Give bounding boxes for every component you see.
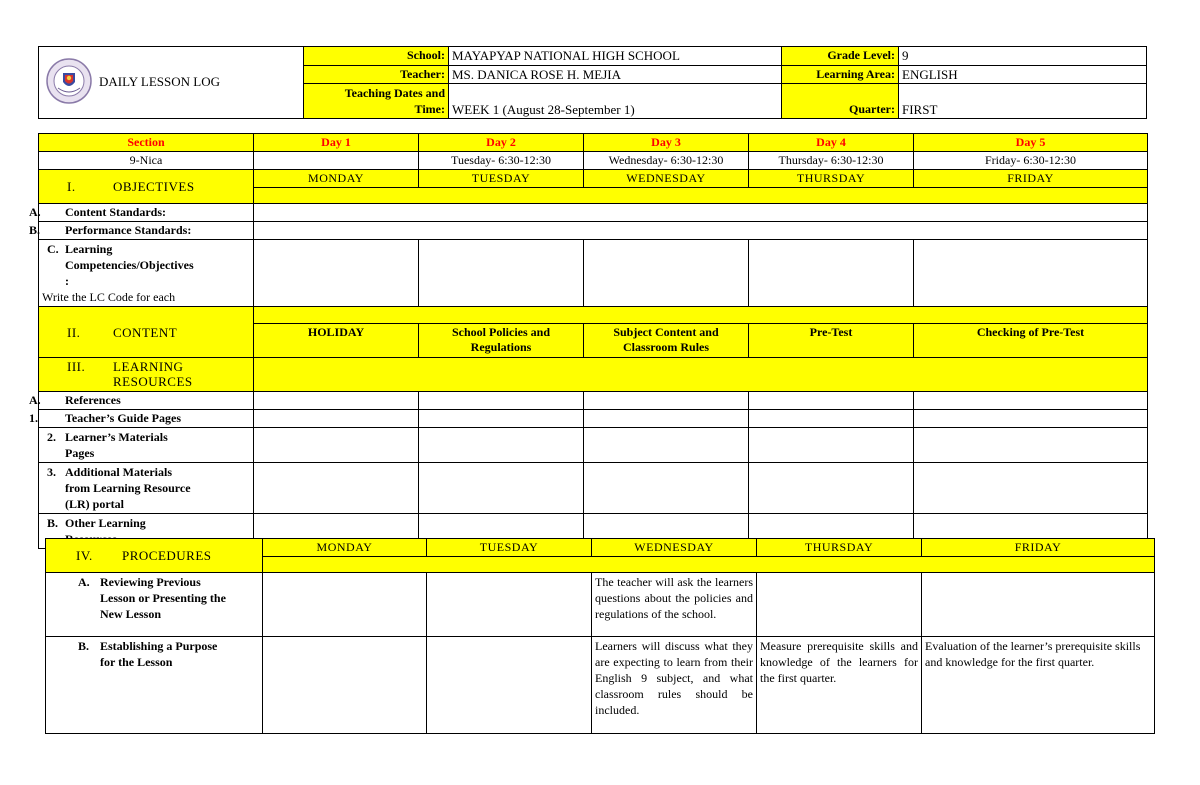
area-value: ENGLISH: [899, 66, 1147, 84]
content-title: CONTENT: [113, 324, 178, 340]
cell: [749, 240, 914, 307]
resources-heading: [39, 358, 254, 392]
day-time: [254, 152, 419, 170]
item-num: C.: [47, 242, 59, 256]
day-header: Day 5: [914, 134, 1148, 152]
procedures-table: [45, 538, 1155, 734]
area-label: Learning Area:: [782, 66, 899, 84]
item-text-3: New Lesson: [100, 607, 162, 621]
item-text: Other Learning: [65, 516, 146, 530]
resources-title-2: RESOURCES: [113, 374, 193, 389]
procedures-band: [263, 557, 1155, 573]
day-time: Tuesday- 6:30-12:30: [419, 152, 584, 170]
item-text: Content Standards:: [65, 205, 167, 219]
content-day: Subject Content and Classroom Rules: [584, 324, 749, 358]
weekday-header: WEDNESDAY: [584, 170, 749, 188]
item-text-2: from Learning Resource: [65, 481, 191, 495]
item-num: A.: [29, 205, 41, 219]
school-label: School:: [304, 47, 449, 66]
weekday-header: FRIDAY: [914, 170, 1148, 188]
section-header: Section: [39, 134, 254, 152]
cell: [419, 428, 584, 463]
cell: [584, 410, 749, 428]
dates-label: [304, 84, 449, 119]
section-value: 9-Nica: [39, 152, 254, 170]
cell: [749, 463, 914, 514]
competencies-label: [39, 240, 254, 307]
cell: [749, 410, 914, 428]
quarter-label: Quarter:: [782, 84, 899, 119]
item-text-3: :: [65, 274, 69, 288]
grade-value: 9: [899, 47, 1147, 66]
learners-materials-label: [39, 428, 254, 463]
item-text-2: Lesson or Presenting the: [100, 591, 226, 605]
teacher-label: Teacher:: [304, 66, 449, 84]
cell: [419, 463, 584, 514]
objectives-num: I.: [67, 179, 76, 194]
cell: [263, 637, 427, 734]
cell: [749, 428, 914, 463]
content-standards-value: [254, 204, 1148, 222]
quarter-value: FIRST: [899, 84, 1147, 119]
item-text-2: Pages: [65, 446, 95, 460]
item-text: Performance Standards:: [65, 223, 192, 237]
item-num: B.: [78, 639, 90, 653]
purpose-label: [46, 637, 263, 734]
item-text: Reviewing Previous: [100, 575, 201, 589]
cell: [584, 463, 749, 514]
weekday-header: TUESDAY: [427, 539, 592, 557]
reviewing-label: [46, 573, 263, 637]
cell: [757, 573, 922, 637]
deped-seal-icon: [46, 58, 92, 108]
item-text-3: (LR) portal: [65, 497, 124, 511]
school-value: MAYAPYAP NATIONAL HIGH SCHOOL: [449, 47, 782, 66]
resources-title-1: LEARNING: [113, 359, 184, 374]
cell: [427, 637, 592, 734]
cell: [914, 410, 1148, 428]
objectives-heading: [39, 170, 254, 204]
item-num: A.: [78, 575, 90, 589]
day-header: Day 2: [419, 134, 584, 152]
procedures-num: IV.: [76, 548, 93, 563]
cell: [584, 428, 749, 463]
header-title-cell: [39, 47, 304, 119]
teachers-guide-label: [29, 410, 254, 428]
item-text: Teacher’s Guide Pages: [65, 411, 181, 425]
item-num: 2.: [47, 430, 56, 444]
cell: [749, 392, 914, 410]
item-text: Additional Materials: [65, 465, 172, 479]
objectives-title: OBJECTIVES: [113, 179, 195, 194]
weekday-header: FRIDAY: [922, 539, 1155, 557]
item-num: A.: [29, 393, 41, 407]
content-day: Checking of Pre-Test: [914, 324, 1148, 358]
day-header: Day 1: [254, 134, 419, 152]
cell: [427, 573, 592, 637]
item-text: Learner’s Materials: [65, 430, 168, 444]
cell: [914, 428, 1148, 463]
weekday-header: WEDNESDAY: [592, 539, 757, 557]
additional-materials-label: [39, 463, 254, 514]
item-num: B.: [47, 516, 59, 530]
reviewing-wednesday: The teacher will ask the learners questions about the policies and regulations of the school.: [592, 573, 757, 637]
references-label: [29, 392, 254, 410]
dates-value: WEEK 1 (August 28-September 1): [449, 84, 782, 119]
weekday-header: THURSDAY: [757, 539, 922, 557]
dates-label-line1: Teaching Dates and: [344, 86, 445, 100]
item-num: 3.: [47, 465, 56, 479]
cell: [914, 463, 1148, 514]
objectives-band: [254, 188, 1148, 204]
item-text: Establishing a Purpose: [100, 639, 218, 653]
content-num: II.: [67, 324, 81, 340]
content-day: HOLIDAY: [254, 324, 419, 358]
teacher-value: MS. DANICA ROSE H. MEJIA: [449, 66, 782, 84]
item-num: 1.: [29, 411, 38, 425]
procedures-title: PROCEDURES: [122, 548, 212, 563]
weekday-header: THURSDAY: [749, 170, 914, 188]
performance-standards-label: [29, 222, 254, 240]
day-header: Day 4: [749, 134, 914, 152]
cell: [922, 573, 1155, 637]
cell: [263, 573, 427, 637]
weekday-header: TUESDAY: [419, 170, 584, 188]
cell: [254, 392, 419, 410]
day-time: Thursday- 6:30-12:30: [749, 152, 914, 170]
item-text-2: Competencies/Objectives: [65, 258, 194, 272]
purpose-thursday: Measure prerequisite skills and knowledge of the learners for the first quarter.: [757, 637, 922, 734]
day-time: Friday- 6:30-12:30: [914, 152, 1148, 170]
cell: [254, 463, 419, 514]
weekday-header: MONDAY: [263, 539, 427, 557]
item-text: Learning: [65, 242, 113, 256]
content-heading: [39, 307, 254, 358]
day-time: Wednesday- 6:30-12:30: [584, 152, 749, 170]
resources-band: [254, 358, 1148, 392]
cell: [584, 392, 749, 410]
purpose-wednesday: Learners will discuss what they are expecting to learn from their English 9 subject, and what classroom rules should be included.: [592, 637, 757, 734]
cell: [419, 240, 584, 307]
item-text: References: [65, 393, 121, 407]
cell: [254, 410, 419, 428]
cell: [254, 240, 419, 307]
cell: [254, 428, 419, 463]
performance-standards-value: [254, 222, 1148, 240]
cell: [419, 392, 584, 410]
resources-num: III.: [67, 359, 86, 374]
lesson-table: [29, 133, 1148, 549]
cell: [419, 410, 584, 428]
day-header: Day 3: [584, 134, 749, 152]
page-title: DAILY LESSON LOG: [99, 73, 220, 89]
item-text-2: for the Lesson: [100, 655, 173, 669]
weekday-header: MONDAY: [254, 170, 419, 188]
purpose-friday: Evaluation of the learner’s prerequisite skills and knowledge for the first quarter.: [922, 637, 1155, 734]
cell: [584, 240, 749, 307]
grade-label: Grade Level:: [782, 47, 899, 66]
procedures-heading: [46, 539, 263, 573]
item-num: B.: [29, 223, 41, 237]
content-day: Pre-Test: [749, 324, 914, 358]
cell: [914, 240, 1148, 307]
dates-label-line2: Time:: [414, 102, 445, 116]
cell: [914, 392, 1148, 410]
competencies-note: Write the LC Code for each: [42, 290, 176, 304]
content-day: School Policies and Regulations: [419, 324, 584, 358]
content-standards-label: [29, 204, 254, 222]
header-table: [38, 46, 1147, 119]
content-band: [254, 307, 1148, 324]
